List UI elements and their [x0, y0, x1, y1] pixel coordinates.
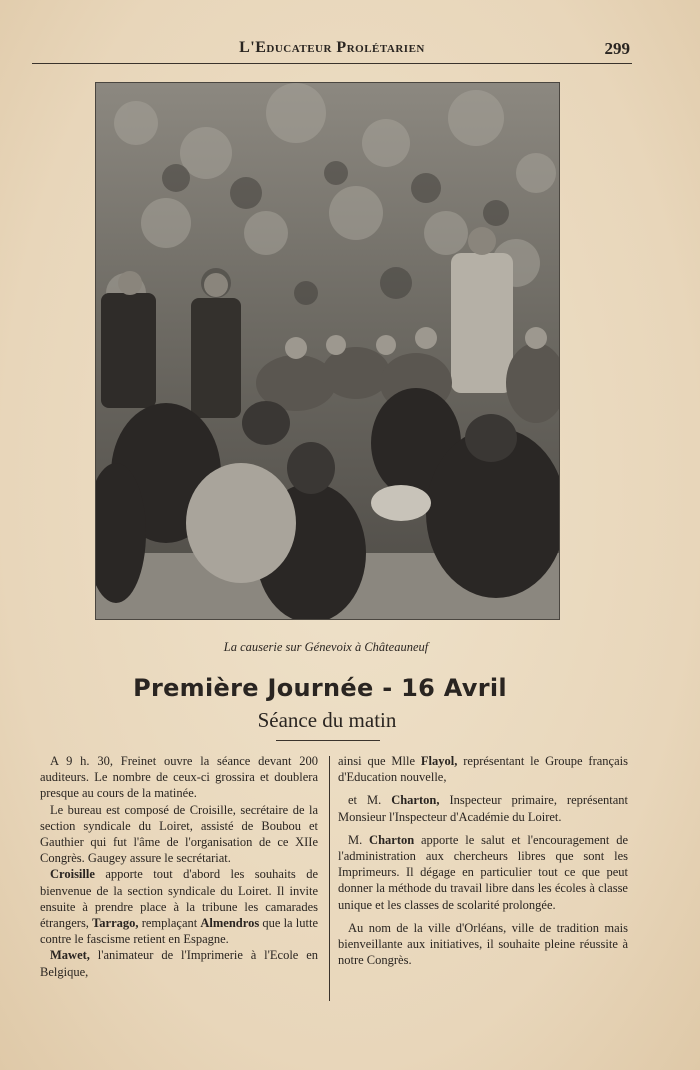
photo-caption: La causerie sur Génevoix à Châteauneuf — [223, 640, 429, 654]
paragraph-text: remplaçant — [138, 916, 201, 931]
photograph — [95, 82, 560, 620]
paragraph-text: et M. — [348, 793, 392, 808]
paragraph-text: l'animateur de l'Imprimerie à l'Ecole en Belgique, — [40, 948, 318, 979]
paragraph-text: Au nom de la ville d'Orléans, ville de tradition mais bienveillante aux initiatives, il souhaite pleine réussite à notre Congrès. — [338, 920, 628, 968]
paragraph-text: A 9 h. 30, Freinet ouvre la séance devant 200 auditeurs. Le nombre de ceux-ci grossira et doublera presque au cours de la matinée. — [40, 754, 318, 801]
photograph-illustration — [96, 83, 560, 620]
section-title: Première Journée - 16 Avril — [133, 674, 507, 702]
person-name: Croisille — [50, 867, 95, 882]
person-name: Charton — [369, 832, 415, 847]
section-subtitle: Séance du matin — [257, 708, 397, 732]
paragraph-text: apporte le salut et l'encouragement de l'administration aux chercheurs libres que sont les Imprimeurs. Il dégage en particulier tout ce que peut donner la méthode du travail libre dans les écoles à classe unique et les classes de scolarité prolongée. — [338, 832, 628, 912]
paragraph — [40, 753, 318, 802]
paragraph — [40, 802, 318, 867]
paragraph-text: M. — [348, 832, 370, 847]
person-name: Charton, — [391, 793, 440, 808]
article-column-right — [338, 753, 628, 968]
paragraph-text: ainsi que Mlle — [338, 754, 421, 768]
person-name: Almendros — [200, 916, 260, 931]
column-divider — [329, 756, 330, 1001]
paragraph-text: apporte tout d'abord les souhaits de bienvenue de la section syndicale du Loiret. Il invite ensuite à prendre place à la tribune les camarades étrangers, — [40, 867, 318, 931]
paragraph — [338, 920, 628, 969]
paragraph-text: représentant le Groupe français d'Education nouvelle, — [338, 754, 628, 785]
person-name: Flayol, — [420, 754, 458, 768]
paragraph-text: Le bureau est composé de Croisille, secrétaire de la section syndicale du Loiret, assisté de Boubou et Gauthier qui fut l'âme de l'organisation de ce XIIe Congrès. Gaugey assure le secrétariat. — [40, 802, 318, 866]
paragraph — [338, 753, 628, 785]
article-column-left — [40, 753, 318, 980]
paragraph-text: que la lutte contre le fascisme retient en Espagne. — [40, 916, 318, 947]
paragraph-text: Inspecteur primaire, représentant Monsieur l'Inspecteur d'Académie du Loiret. — [338, 793, 628, 824]
person-name: Mawet, — [50, 948, 90, 963]
page-header — [32, 38, 632, 64]
page-number: 299 — [604, 39, 630, 58]
paragraph — [40, 866, 318, 947]
paragraph — [338, 792, 628, 824]
journal-title: L'Educateur Prolétarien — [239, 39, 425, 56]
paragraph — [40, 947, 318, 979]
person-name: Tarrago, — [92, 916, 139, 931]
paragraph — [338, 832, 628, 913]
title-divider — [276, 740, 380, 741]
